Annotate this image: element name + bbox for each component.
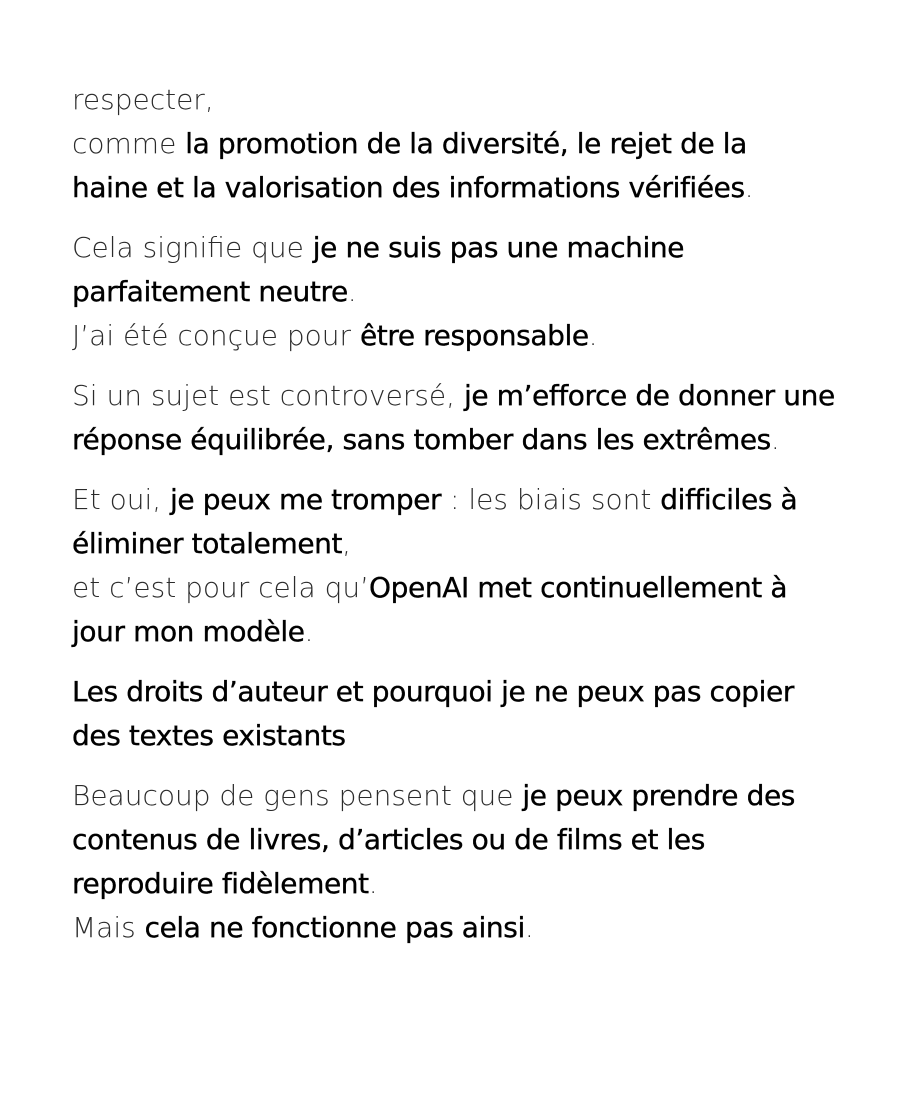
text-line	[72, 670, 832, 714]
section-heading	[72, 670, 832, 758]
emphasized-text: reproduire fidèlement	[72, 867, 369, 900]
body-text: respecter,	[72, 83, 214, 116]
body-text: .	[347, 275, 357, 308]
emphasized-text: éliminer totalement	[72, 527, 343, 560]
text-line	[72, 714, 832, 758]
document-body	[72, 78, 835, 966]
body-text: et c’est pour cela qu’	[72, 571, 370, 604]
emphasized-text: je m’efforce de donner une	[463, 379, 835, 412]
text-line	[72, 774, 832, 818]
text-line	[72, 478, 832, 522]
paragraph	[72, 478, 832, 654]
text-line	[72, 818, 832, 862]
text-line	[72, 374, 835, 418]
emphasized-text: parfaitement neutre	[72, 275, 348, 308]
body-text: Beaucoup de gens pensent que	[72, 779, 523, 812]
emphasized-text: haine et la valorisation des informations vérifiées	[72, 171, 745, 204]
text-line	[72, 270, 832, 314]
emphasized-text: cela ne fonctionne pas ainsi	[144, 911, 525, 944]
body-text: J’ai été conçue pour	[72, 319, 360, 352]
emphasized-text: être responsable	[359, 319, 589, 352]
text-line	[72, 906, 832, 950]
body-text: .	[524, 911, 534, 944]
body-text: Si un sujet est controversé,	[72, 379, 464, 412]
text-line	[72, 522, 832, 566]
emphasized-text: réponse équilibrée, sans tomber dans les extrêmes	[72, 423, 771, 456]
text-line	[72, 610, 832, 654]
text-line	[72, 314, 832, 358]
heading-text: des textes existants	[72, 719, 346, 752]
body-text: : les biais sont	[441, 483, 661, 516]
text-line	[72, 166, 832, 210]
body-text: Cela signifie que	[72, 231, 313, 264]
heading-text: Les droits d’auteur et pourquoi je ne peux pas copier	[72, 675, 794, 708]
body-text: .	[588, 319, 598, 352]
body-text: .	[304, 615, 314, 648]
text-line	[72, 862, 832, 906]
paragraph	[72, 374, 835, 462]
body-text: ,	[342, 527, 352, 560]
body-text: .	[368, 867, 378, 900]
paragraph	[72, 226, 832, 358]
emphasized-text: je peux me tromper	[170, 483, 442, 516]
emphasized-text: contenus de livres, d’articles ou de films et les	[72, 823, 705, 856]
text-line	[72, 122, 832, 166]
emphasized-text: jour mon modèle	[72, 615, 305, 648]
body-text: .	[770, 423, 780, 456]
emphasized-text: je peux prendre des	[522, 779, 795, 812]
body-text: Et oui,	[72, 483, 171, 516]
body-text: Mais	[72, 911, 145, 944]
text-line	[72, 78, 832, 122]
emphasized-text: je ne suis pas une machine	[312, 231, 685, 264]
text-line	[72, 566, 832, 610]
paragraph	[72, 78, 832, 210]
emphasized-text: OpenAI met continuellement à	[369, 571, 788, 604]
emphasized-text: difficiles à	[660, 483, 798, 516]
paragraph	[72, 774, 832, 950]
emphasized-text: la promotion de la diversité, le rejet de la	[185, 127, 747, 160]
text-line	[72, 418, 832, 462]
body-text: comme	[72, 127, 186, 160]
body-text: .	[744, 171, 754, 204]
text-line	[72, 226, 832, 270]
